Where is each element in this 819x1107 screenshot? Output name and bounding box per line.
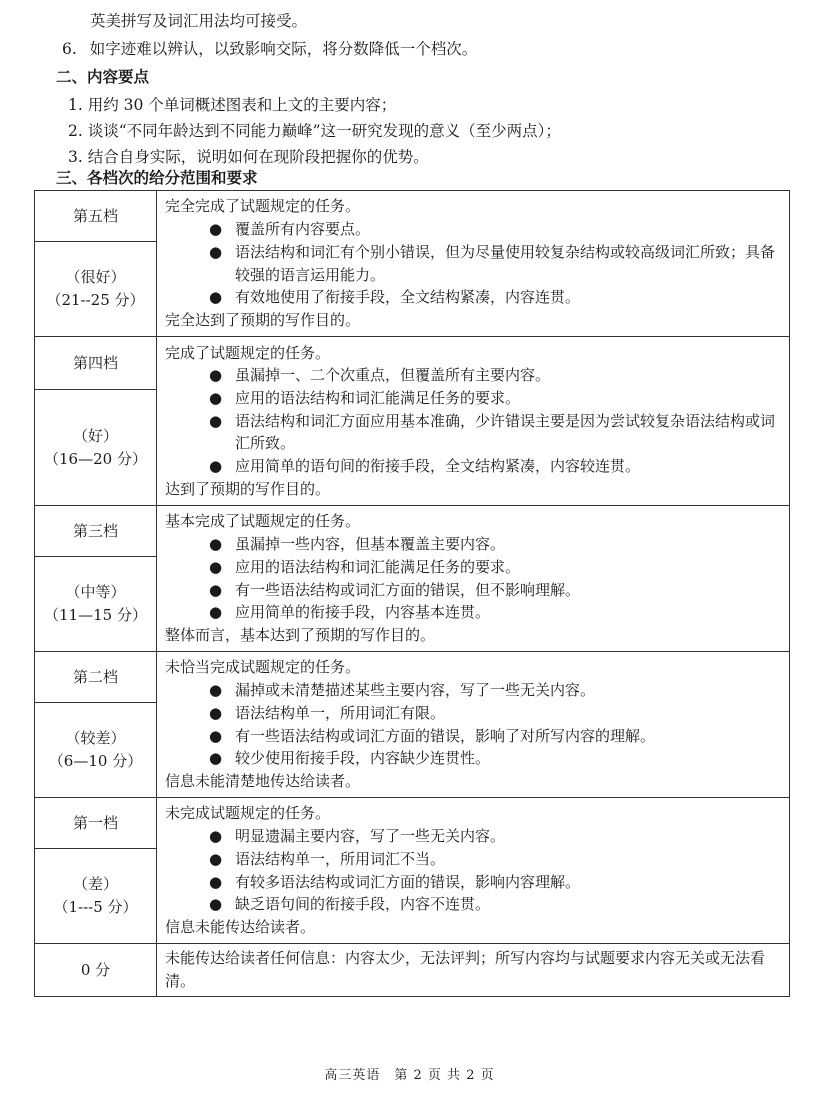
content-point-3: 3. 结合自身实际，说明如何在现阶段把握你的优势。 (68, 148, 429, 166)
bullet-icon: ● (209, 411, 223, 430)
band-label-cell (35, 191, 157, 337)
bullet-icon: ● (209, 726, 223, 745)
criterion: ● 语法结构和词汇有个别小错误，但为尽量使用较复杂结构或较高级词汇所致；具备较强的语言运用能力。 (209, 242, 776, 284)
criterion: ● 覆盖所有内容要点。 (165, 218, 781, 241)
band-name: 第一档 (72, 814, 118, 832)
band-row (35, 191, 790, 337)
criterion: ● 有一些语法结构或词汇方面的错误，影响了对所写内容的理解。 (165, 725, 781, 748)
band-summary: 信息未能清楚地传达给读者。 (165, 771, 361, 790)
band-row (35, 798, 790, 944)
bullet-icon: ● (209, 220, 223, 239)
bullet-icon: ● (209, 557, 223, 576)
band-name: 第二档 (72, 668, 118, 686)
band-description (157, 506, 790, 652)
band-quality: （很好） (65, 268, 126, 287)
bullet-icon: ● (209, 242, 223, 261)
zero-label: 0 分 (35, 944, 157, 997)
band-score (35, 241, 156, 336)
band-quality: （差） (72, 875, 118, 894)
band-label-cell (35, 652, 157, 798)
band-score (35, 556, 156, 651)
band-lead: 未完成试题规定的任务。 (165, 804, 331, 823)
band-range: （11—15 分） (44, 606, 147, 624)
band-lead: 基本完成了试题规定的任务。 (165, 512, 361, 531)
band-range: （16—20 分） (44, 449, 147, 468)
content-point-2: 2. 谈谈“不同年龄达到不同能力巅峰”这一研究发现的意义（至少两点）； (68, 122, 561, 140)
band-range: （21--25 分） (46, 291, 145, 309)
band-description (157, 191, 790, 337)
bullet-icon: ● (209, 288, 223, 307)
scoring-table (34, 190, 790, 997)
bullet-icon: ● (209, 827, 223, 846)
band-description (157, 337, 790, 506)
criterion: ● 应用的语法结构和词汇能满足任务的要求。 (165, 387, 781, 410)
band-summary: 信息未能传达给读者。 (165, 917, 316, 936)
criterion: ● 应用的语法结构和词汇能满足任务的要求。 (165, 556, 781, 579)
bullet-icon: ● (209, 366, 223, 385)
band-lead: 完全完成了试题规定的任务。 (165, 197, 361, 216)
band-score (35, 848, 156, 943)
content-point-1: 1. 用约 30 个单词概述图表和上文的主要内容； (68, 96, 397, 114)
criterion: ● 虽漏掉一些内容，但基本覆盖主要内容。 (165, 533, 781, 556)
band-name: 第五档 (72, 207, 118, 225)
band-row-zero (35, 944, 790, 997)
criterion: ● 语法结构单一，所用词汇不当。 (165, 848, 781, 871)
band-description (157, 798, 790, 944)
rule-item-6-text: 如字迹难以辨认，以致影响交际，将分数降低一个档次。 (89, 40, 478, 58)
band-lead: 未恰当完成试题规定的任务。 (165, 658, 361, 677)
bullet-icon: ● (209, 895, 223, 914)
band-lead: 完成了试题规定的任务。 (165, 343, 331, 362)
criterion: ● 有较多语法结构或词汇方面的错误，影响内容理解。 (165, 871, 781, 894)
band-row (35, 652, 790, 798)
band-quality: （好） (72, 426, 118, 445)
criterion: ● 有效地使用了衔接手段，全文结构紧凑，内容连贯。 (165, 286, 781, 309)
rule-item-6-number: 6. (62, 40, 77, 58)
bullet-icon: ● (209, 681, 223, 700)
criterion: ● 应用简单的语句间的衔接手段，全文结构紧凑，内容较连贯。 (165, 455, 781, 478)
band-label-cell (35, 337, 157, 506)
intro-line: 英美拼写及词汇用法均可接受。 (90, 12, 308, 30)
criterion: ● 较少使用衔接手段，内容缺少连贯性。 (165, 747, 781, 770)
band-name: 第四档 (72, 354, 118, 372)
band-quality: （中等） (65, 583, 126, 602)
band-description (157, 652, 790, 798)
criterion: ● 缺乏语句间的衔接手段，内容不连贯。 (165, 893, 781, 916)
criterion: ● 明显遗漏主要内容，写了一些无关内容。 (165, 825, 781, 848)
bullet-icon: ● (209, 580, 223, 599)
band-summary: 整体而言，基本达到了预期的写作目的。 (165, 625, 436, 644)
section-2-heading: 二、内容要点 (56, 67, 150, 86)
bullet-icon: ● (209, 603, 223, 622)
section-3-heading: 三、各档次的给分范围和要求 (56, 168, 258, 187)
band-score (35, 702, 156, 797)
band-quality: （较差） (65, 729, 126, 748)
bullet-icon: ● (209, 388, 223, 407)
criterion: ● 语法结构和词汇方面应用基本准确，少许错误主要是因为尝试较复杂语法结构或词汇所致。 (209, 411, 776, 453)
band-label-cell (35, 798, 157, 944)
band-summary: 完全达到了预期的写作目的。 (165, 310, 361, 329)
band-range: （1---5 分） (53, 898, 138, 916)
rule-item-6 (62, 38, 477, 60)
bullet-icon: ● (209, 749, 223, 768)
band-range: （6—10 分） (48, 752, 143, 770)
criterion: ● 虽漏掉一、二个次重点，但覆盖所有主要内容。 (165, 364, 781, 387)
bullet-icon: ● (209, 849, 223, 868)
criterion: ● 语法结构单一，所用词汇有限。 (165, 702, 781, 725)
band-summary: 达到了预期的写作目的。 (165, 479, 331, 498)
band-row (35, 337, 790, 506)
band-row (35, 506, 790, 652)
band-score (35, 389, 156, 505)
criterion: ● 有一些语法结构或词汇方面的错误，但不影响理解。 (165, 579, 781, 602)
zero-description: 未能传达给读者任何信息：内容太少，无法评判；所写内容均与试题要求内容无关或无法看清。 (157, 944, 790, 997)
page-footer: 高三英语 第 2 页 共 2 页 (324, 1068, 495, 1083)
band-label-cell (35, 506, 157, 652)
bullet-icon: ● (209, 703, 223, 722)
criterion: ● 应用简单的衔接手段，内容基本连贯。 (165, 601, 781, 624)
bullet-icon: ● (209, 457, 223, 476)
bullet-icon: ● (209, 872, 223, 891)
band-name: 第三档 (72, 522, 118, 540)
bullet-icon: ● (209, 535, 223, 554)
criterion: ● 漏掉或未清楚描述某些主要内容，写了一些无关内容。 (165, 679, 781, 702)
